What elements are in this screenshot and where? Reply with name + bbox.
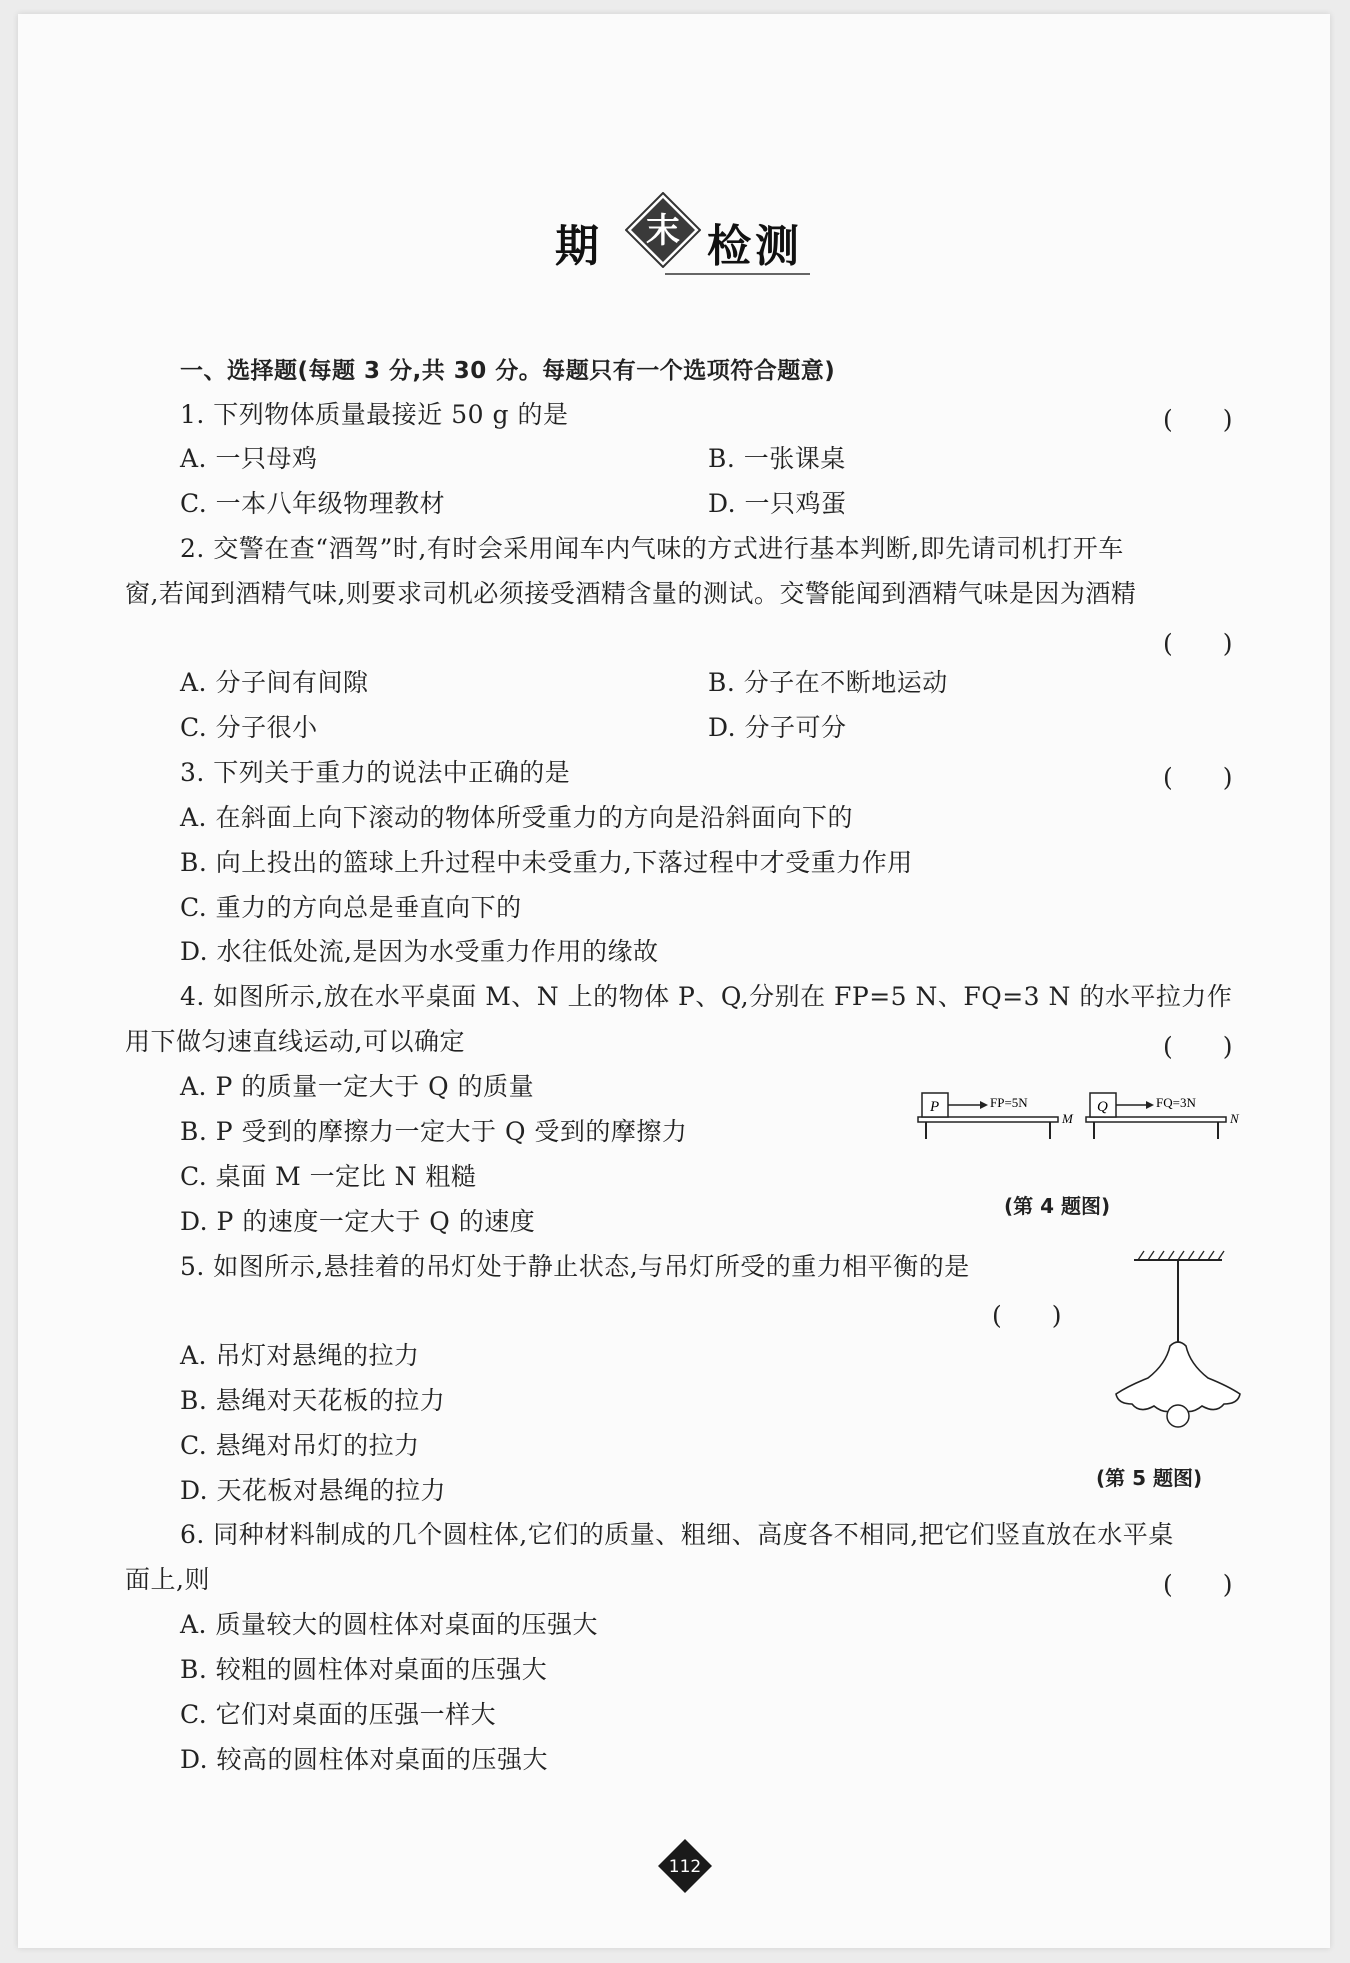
- ceiling-hatching: [1138, 1251, 1224, 1260]
- q1-option-d: D. 一只鸡蛋: [708, 489, 847, 518]
- page-number-badge: [657, 1838, 713, 1894]
- q6-stem-line1: 6. 同种材料制成的几个圆柱体,它们的质量、粗细、高度各不相同,把它们竖直放在水平桌: [180, 1520, 1174, 1549]
- q4-stem-line2: 用下做匀速直线运动,可以确定: [125, 1027, 465, 1056]
- page-title: [555, 180, 815, 290]
- q6-option-c: C. 它们对桌面的压强一样大: [180, 1700, 497, 1729]
- title-char-4: 测: [755, 221, 799, 272]
- q1-option-c: C. 一本八年级物理教材: [180, 489, 446, 518]
- q3-option-c: C. 重力的方向总是垂直向下的: [180, 893, 522, 922]
- q2-option-c: C. 分子很小: [180, 713, 318, 742]
- section-heading: 一、选择题(每题 3 分,共 30 分。每题只有一个选项符合题意): [180, 358, 836, 384]
- label-m: M: [1062, 1111, 1073, 1126]
- q6-option-b: B. 较粗的圆柱体对桌面的压强大: [180, 1655, 548, 1684]
- q6-option-d: D. 较高的圆柱体对桌面的压强大: [180, 1745, 549, 1774]
- title-char-1: 期: [555, 221, 599, 272]
- q2-option-b: B. 分子在不断地运动: [708, 668, 948, 697]
- force-p: FP=5N: [990, 1095, 1028, 1110]
- q5-stem: 5. 如图所示,悬挂着的吊灯处于静止状态,与吊灯所受的重力相平衡的是: [180, 1252, 970, 1281]
- force-q: FQ=3N: [1156, 1095, 1196, 1110]
- page-number: 112: [668, 1857, 702, 1877]
- q5-figure-lamp: [1098, 1246, 1258, 1446]
- q4-figure-caption: (第 4 题图): [1004, 1194, 1111, 1218]
- q6-stem-line2: 面上,则: [125, 1565, 210, 1594]
- q1-option-b: B. 一张课桌: [708, 444, 846, 473]
- q3-option-a: A. 在斜面上向下滚动的物体所受重力的方向是沿斜面向下的: [180, 803, 853, 832]
- q5-option-d: D. 天花板对悬绳的拉力: [180, 1476, 447, 1505]
- q2-answer-bracket: ( ): [1163, 629, 1233, 658]
- q5-figure-caption: (第 5 题图): [1096, 1466, 1203, 1490]
- q6-answer-bracket: ( ): [1163, 1570, 1233, 1599]
- q4-stem-line1: 4. 如图所示,放在水平桌面 M、N 上的物体 P、Q,分别在 FP=5 N、FQ=3 N 的水平拉力作: [180, 982, 1233, 1011]
- q1-stem: 1. 下列物体质量最接近 50 g 的是: [180, 400, 569, 429]
- q2-stem-line1: 2. 交警在查“酒驾”时,有时会采用闻车内气味的方式进行基本判断,即先请司机打开车: [180, 534, 1124, 563]
- q4-option-c: C. 桌面 M 一定比 N 粗糙: [180, 1162, 477, 1191]
- q5-answer-bracket: ( ): [992, 1301, 1062, 1330]
- q2-stem-line2: 窗,若闻到酒精气味,则要求司机必须接受酒精含量的测试。交警能闻到酒精气味是因为酒精: [125, 579, 1137, 608]
- q4-option-b: B. P 受到的摩擦力一定大于 Q 受到的摩擦力: [180, 1117, 688, 1146]
- label-p: P: [930, 1099, 940, 1115]
- title-char-3: 检: [707, 221, 751, 272]
- q4-figure: [910, 1085, 1250, 1150]
- q3-answer-bracket: ( ): [1163, 763, 1233, 792]
- q1-option-a: A. 一只母鸡: [180, 444, 318, 473]
- label-n: N: [1230, 1111, 1239, 1126]
- lamp-shade: [1116, 1342, 1240, 1412]
- q5-option-a: A. 吊灯对悬绳的拉力: [180, 1341, 420, 1370]
- q4-answer-bracket: ( ): [1163, 1032, 1233, 1061]
- q1-answer-bracket: ( ): [1163, 405, 1233, 434]
- q3-stem: 3. 下列关于重力的说法中正确的是: [180, 758, 571, 787]
- q5-option-b: B. 悬绳对天花板的拉力: [180, 1386, 446, 1415]
- q2-option-a: A. 分子间有间隙: [180, 668, 369, 697]
- q3-option-d: D. 水往低处流,是因为水受重力作用的缘故: [180, 937, 659, 966]
- q6-option-a: A. 质量较大的圆柱体对桌面的压强大: [180, 1610, 598, 1639]
- arrow-p-head: [980, 1101, 988, 1109]
- title-diamond-emblem: [625, 192, 701, 268]
- title-underline: [665, 273, 810, 275]
- label-q: Q: [1097, 1099, 1108, 1115]
- q3-option-b: B. 向上投出的篮球上升过程中未受重力,下落过程中才受重力作用: [180, 848, 913, 877]
- title-char-2: 末: [646, 211, 680, 251]
- q5-option-c: C. 悬绳对吊灯的拉力: [180, 1431, 420, 1460]
- q4-option-d: D. P 的速度一定大于 Q 的速度: [180, 1207, 536, 1236]
- bulb: [1167, 1405, 1189, 1427]
- q2-option-d: D. 分子可分: [708, 713, 847, 742]
- q4-option-a: A. P 的质量一定大于 Q 的质量: [180, 1072, 535, 1101]
- arrow-q-head: [1146, 1101, 1154, 1109]
